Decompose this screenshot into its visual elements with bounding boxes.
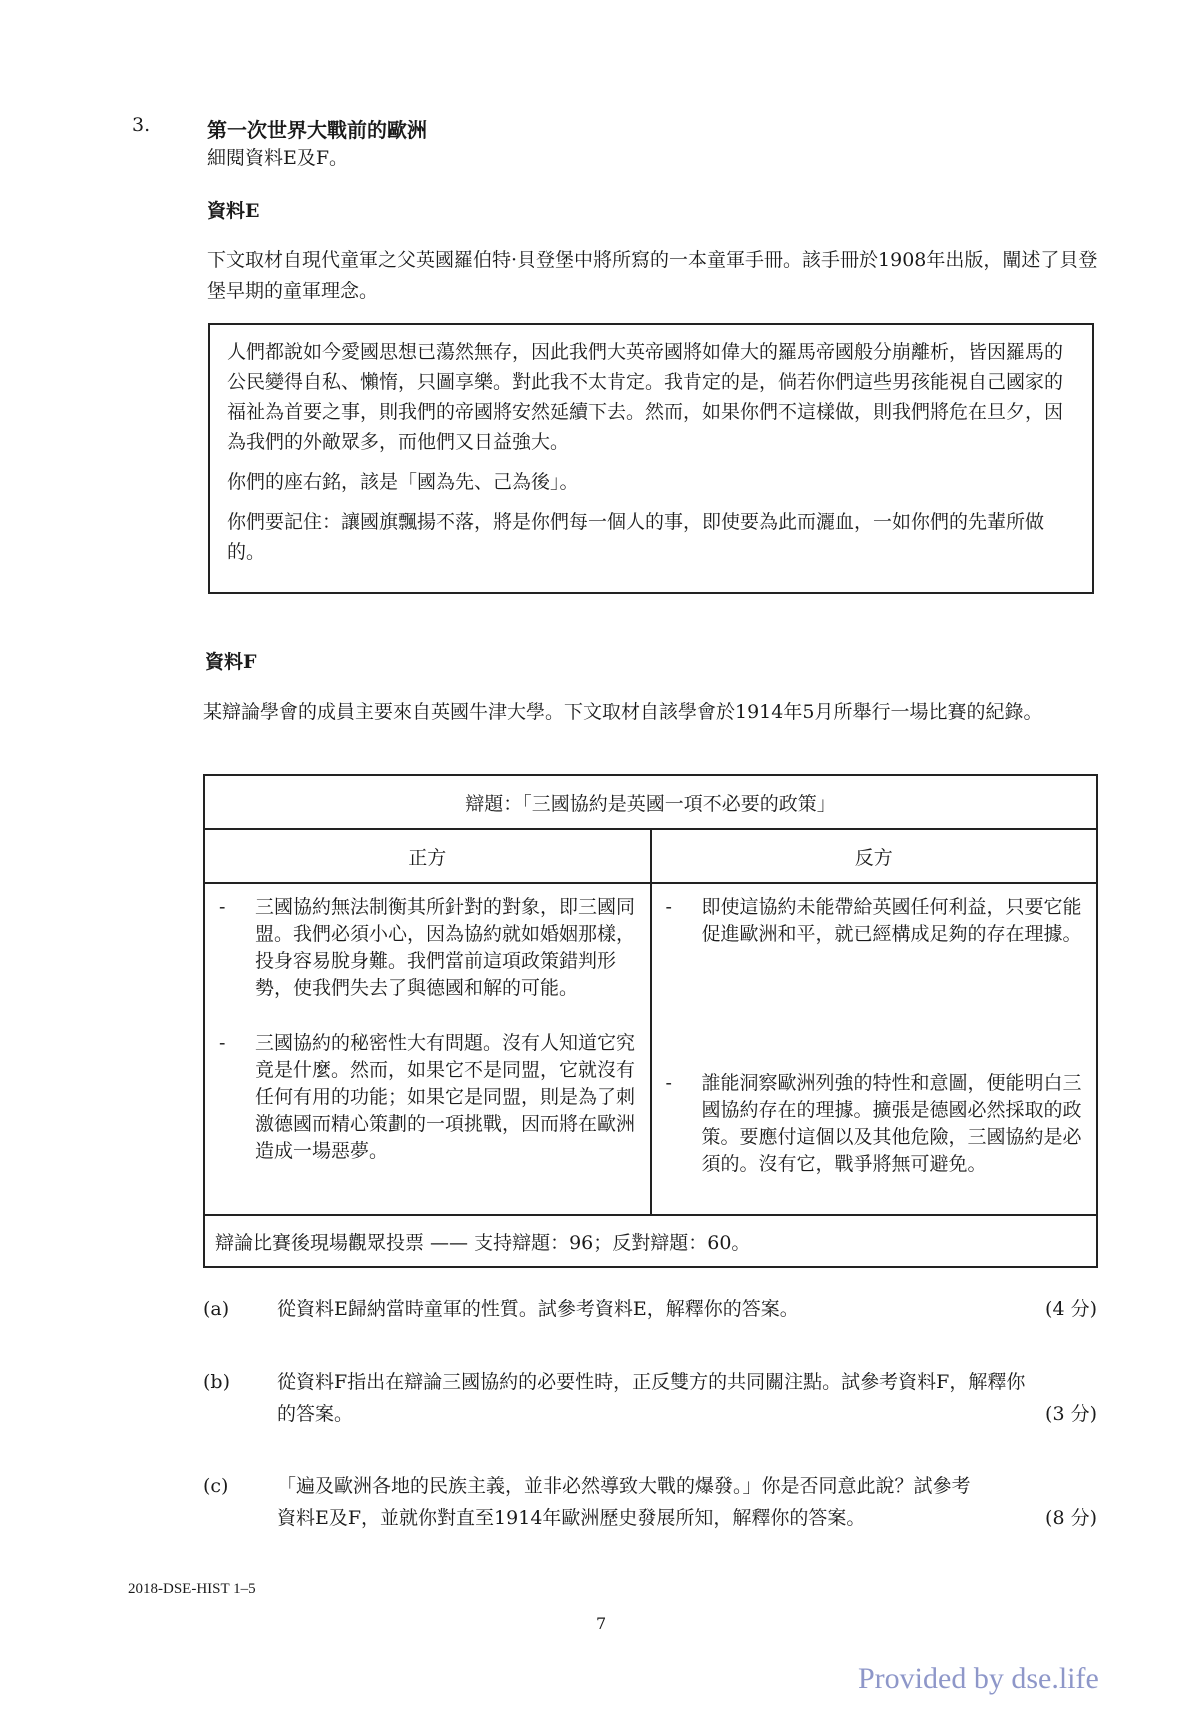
sub-question-marks: (8 分) <box>1045 1507 1097 1529</box>
source-e-paragraph: 你們的座右銘，該是「國為先、己為後」。 <box>227 471 579 493</box>
source-e-paragraph: 你們要記住：讓國旗飄揚不落，將是你們每一個人的事，即使要為此而灑血，一如你們的先輩所做的。 <box>227 511 1045 563</box>
bullet-dash: - <box>665 896 672 918</box>
against-argument-text: 誰能洞察歐洲列強的特性和意圖，便能明白三國協約存在的理據。擴張是德國必然採取的政策。要應付這個以及其他危險，三國協約是必須的。沒有它，戰爭將無可避免。 <box>701 1072 1082 1175</box>
question-instruction: 細閱資料E及F。 <box>207 147 349 169</box>
source-e-box <box>208 323 1094 594</box>
against-arguments <box>651 883 1098 1215</box>
provided-by-watermark: Provided by dse.life <box>858 1662 1099 1695</box>
sub-question-label: (b) <box>203 1371 230 1393</box>
question-title: 第一次世界大戰前的歐洲 <box>207 118 427 142</box>
bullet-dash: - <box>219 896 226 918</box>
source-e-paragraph: 人們都說如今愛國思想已蕩然無存，因此我們大英帝國將如偉大的羅馬帝國般分崩離析，皆因羅馬的公民變得自私、懶惰，只圖享樂。對此我不太肯定。我肯定的是，倘若你們這些男孩能視自己國家的福祉為首要之事，則我們的帝國將安然延續下去。然而，如果你們不這樣做，則我們將危在旦夕，因為我們的外敵眾多，而他們又日益強大。 <box>227 341 1064 453</box>
sub-question-label: (c) <box>203 1475 229 1497</box>
bullet-dash: - <box>665 1072 672 1094</box>
against-side-header: 反方 <box>651 829 1098 883</box>
against-argument-text: 即使這協約未能帶給英國任何利益，只要它能促進歐洲和平，就已經構成足夠的存在理據。 <box>701 896 1082 945</box>
vote-result: 辯論比賽後現場觀眾投票 —— 支持辯題：96；反對辯題：60。 <box>204 1215 1097 1267</box>
for-side-header: 正方 <box>204 829 651 883</box>
for-argument-text: 三國協約無法制衡其所針對的對象，即三國同盟。我們必須小心，因為協約就如婚姻那樣，投身容易脫身難。我們當前這項政策錯判形勢，使我們失去了與德國和解的可能。 <box>255 896 636 999</box>
source-f-intro: 某辯論學會的成員主要來自英國牛津大學。下文取材自該學會於1914年5月所舉行一場比賽的紀錄。 <box>203 701 1043 723</box>
for-argument <box>219 1030 636 1165</box>
source-f-label: 資料F <box>205 651 257 673</box>
for-argument-text: 三國協約的秘密性大有問題。沒有人知道它究竟是什麼。然而，如果它不是同盟，它就沒有任何有用的功能；如果它是同盟，則是為了刺激德國而精心策劃的一項挑戰，因而將在歐洲造成一場惡夢。 <box>255 1032 636 1162</box>
bullet-dash: - <box>219 1032 226 1054</box>
source-e-intro: 下文取材自現代童軍之父英國羅伯特·貝登堡中將所寫的一本童軍手冊。該手冊於1908年出版，闡述了貝登堡早期的童軍理念。 <box>207 249 1098 302</box>
for-argument <box>219 894 636 1002</box>
sub-question-text: 「遍及歐洲各地的民族主義，並非必然導致大戰的爆發。」你是否同意此說？試參考資料E及F，並就你對直至1914年歐洲歷史發展所知，解釋你的答案。 <box>277 1475 971 1529</box>
against-argument <box>666 1070 1083 1178</box>
sub-question-label: (a) <box>203 1298 230 1320</box>
sub-question-marks: (3 分) <box>1045 1403 1097 1425</box>
source-e-label: 資料E <box>207 200 260 222</box>
sub-question-marks: (4 分) <box>1045 1298 1097 1320</box>
question-number: 3. <box>132 114 151 136</box>
for-arguments <box>204 883 651 1215</box>
debate-motion: 辯題：「三國協約是英國一項不必要的政策」 <box>204 775 1097 829</box>
sub-question-text: 從資料E歸納當時童軍的性質。試參考資料E，解釋你的答案。 <box>277 1298 799 1320</box>
paper-code: 2018-DSE-HIST 1–5 <box>128 1581 256 1597</box>
debate-table <box>203 774 1098 1268</box>
against-argument <box>666 894 1083 948</box>
sub-question-text: 從資料F指出在辯論三國協約的必要性時，正反雙方的共同關注點。試參考資料F，解釋你的答案。 <box>277 1371 1026 1425</box>
page-number: 7 <box>596 1614 607 1633</box>
